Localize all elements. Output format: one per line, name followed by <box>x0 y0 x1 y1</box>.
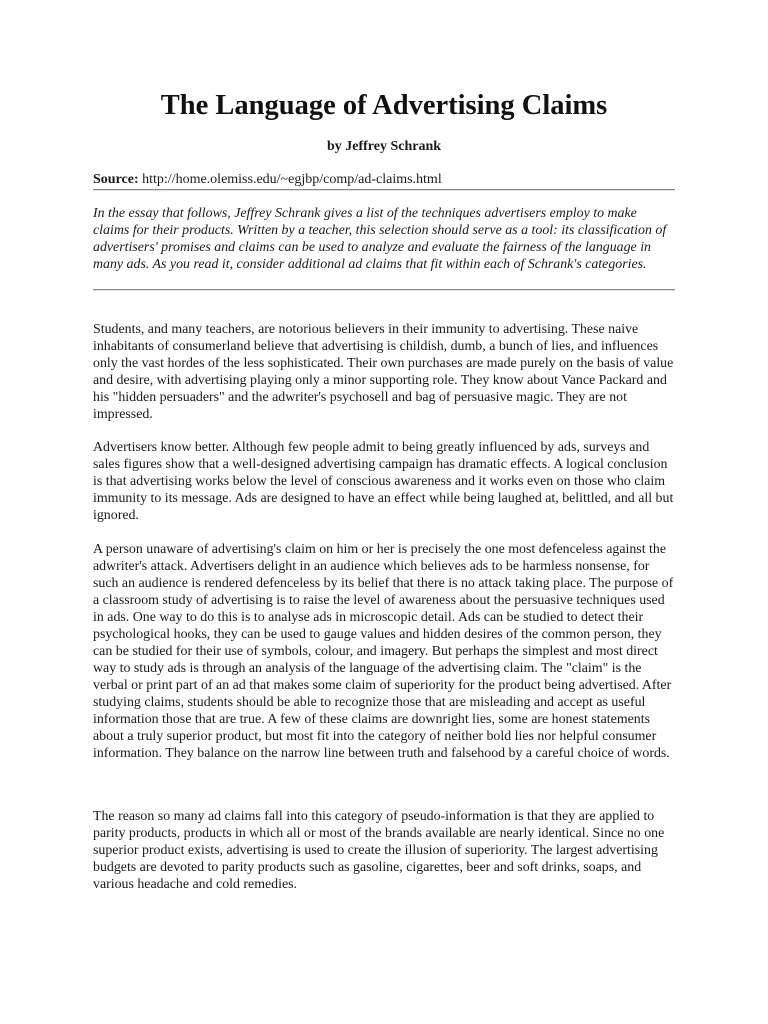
document-title: The Language of Advertising Claims <box>160 90 608 121</box>
source-line <box>93 171 675 189</box>
intro-paragraph: In the essay that follows, Jeffrey Schrank gives a list of the techniques advertisers employ to make claims for their products. Written by a teacher, this selection should serve as a tool: its classification of advertisers' promises and claims can be used to analyze and evaluate the fairness of the language in many ads. As you read it, consider additional ad claims that fit within each of Schrank's categories. <box>93 206 667 272</box>
body-paragraph: Students, and many teachers, are notorious believers in their immunity to advertising. These naive inhabitants of consumerland believe that advertising is childish, dumb, a bunch of lies, and influences only the vast hordes of the less sophisticated. Their own purchases are made purely on the basis of value and desire, with advertising playing only a minor supporting role. They know about Vance Packard and his "hidden persuaders" and the adwriter's psychosell and bag of persuasive magic. They are not impressed. <box>93 322 674 422</box>
body-paragraph: A person unaware of advertising's claim on him or her is precisely the one most defenceless against the adwriter's attack. Advertisers delight in an audience which believes ads to be harmless nonsense, for such an audience is rendered defenceless by its belief that there is no attack taking place. The purpose of a classroom study of advertising is to raise the level of awareness about the persuasive techniques used in ads. One way to do this is to analyse ads in microscopic detail. Ads can be studied to detect their psychological hooks, they can be used to gauge values and hidden desires of the common person, they can be studied for their use of symbols, colour, and imagery. But perhaps the simplest and most direct way to study ads is through an analysis of the language of the advertising claim. The "claim" is the verbal or print part of an ad that makes some claim of superiority for the product being advertised. After studying claims, students should be able to recognize those that are misleading and accept as useful information those that are true. A few of these claims are downright lies, some are honest statements about a truly superior product, but most fit into the category of neither bold lies nor helpful consumer information. They balance on the narrow line between truth and falsehood by a careful choice of words. <box>93 542 674 761</box>
source-url: http://home.olemiss.edu/~egjbp/comp/ad-claims.html <box>142 172 442 187</box>
body-paragraph: Advertisers know better. Although few people admit to being greatly influenced by ads, surveys and sales figures show that a well-designed advertising campaign has dramatic effects. A logical conclusion is that advertising works below the level of conscious awareness and it works even on those who claim immunity to its message. Ads are designed to have an effect while being laughed at, belittled, and all but ignored. <box>93 440 674 523</box>
body-paragraph: The reason so many ad claims fall into this category of pseudo-information is that they are applied to parity products, products in which all or most of the brands available are nearly identical. Since no one superior product exists, advertising is used to create the illusion of superiority. The largest advertising budgets are devoted to parity products such as gasoline, cigarettes, beer and soft drinks, soaps, and various headache and cold remedies. <box>93 809 665 892</box>
divider-top <box>93 189 675 191</box>
author-byline: by Jeffrey Schrank <box>326 139 442 154</box>
source-label: Source: <box>93 172 139 187</box>
divider-bottom <box>93 289 675 291</box>
